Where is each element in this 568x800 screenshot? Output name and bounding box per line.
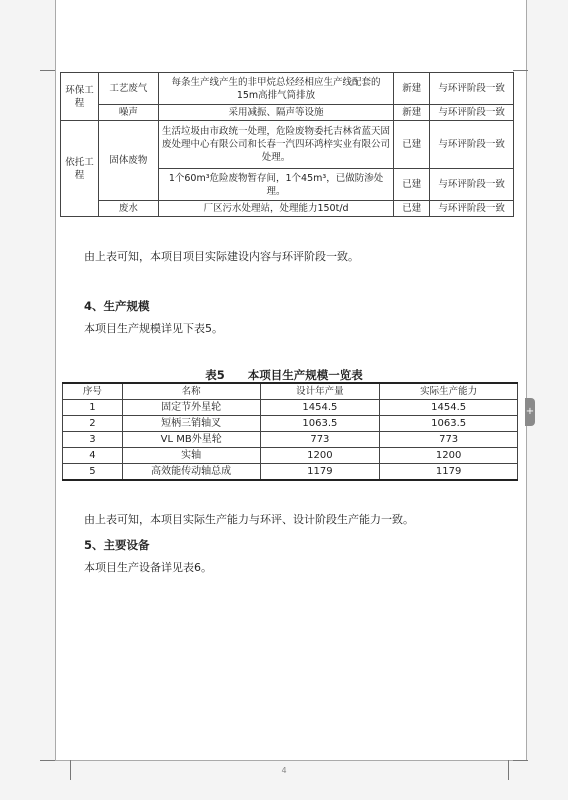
section-heading-production-scale: 4、生产规模 xyxy=(84,299,150,313)
note-cell: 与环评阶段一致 xyxy=(430,201,514,217)
cell: 2 xyxy=(63,416,123,432)
status-cell: 已建 xyxy=(394,201,430,217)
cell: 1179 xyxy=(380,464,518,481)
table-row xyxy=(61,105,514,121)
table-row xyxy=(61,121,514,169)
category-cell: 依托工程 xyxy=(61,121,99,217)
crop-mark-bottom-left-h xyxy=(40,760,55,761)
note-cell: 与环评阶段一致 xyxy=(430,105,514,121)
cell: 1200 xyxy=(380,448,518,464)
intro-paragraph-table6: 本项目生产设备详见表6。 xyxy=(84,561,212,574)
cell: 1179 xyxy=(260,464,380,481)
intro-paragraph-table5: 本项目生产规模详见下表5。 xyxy=(84,322,223,335)
crop-mark-bottom-right-h xyxy=(513,760,528,761)
cell: 5 xyxy=(63,464,123,481)
note-cell: 与环评阶段一致 xyxy=(430,121,514,169)
cell: VL MB外星轮 xyxy=(122,432,260,448)
table-row xyxy=(63,464,518,481)
cell: 1 xyxy=(63,400,123,416)
note-cell: 与环评阶段一致 xyxy=(430,73,514,105)
expand-panel-tab[interactable]: + xyxy=(525,398,535,426)
table-row xyxy=(61,73,514,105)
table-row xyxy=(63,448,518,464)
status-cell: 已建 xyxy=(394,121,430,169)
table-row xyxy=(61,201,514,217)
summary-paragraph-2: 由上表可知，本项目实际生产能力与环评、设计阶段生产能力一致。 xyxy=(84,513,414,526)
cell: 1063.5 xyxy=(260,416,380,432)
item-cell: 噪声 xyxy=(98,105,158,121)
item-cell: 工艺废气 xyxy=(98,73,158,105)
table-row xyxy=(63,416,518,432)
crop-mark-top-right xyxy=(513,70,528,71)
table-row xyxy=(63,400,518,416)
category-cell: 环保工程 xyxy=(61,73,99,121)
project-composition-table xyxy=(60,72,514,217)
section-heading-main-equipment: 5、主要设备 xyxy=(84,538,150,552)
note-cell: 与环评阶段一致 xyxy=(430,169,514,201)
description-cell: 1个60m³危险废物暂存间，1个45m³，已做防渗处理。 xyxy=(158,169,393,201)
table-header-row xyxy=(63,383,518,400)
cell: 固定节外星轮 xyxy=(122,400,260,416)
item-cell: 固体废物 xyxy=(98,121,158,201)
description-cell: 每条生产线产生的非甲烷总烃经相应生产线配套的15m高排气筒排放 xyxy=(158,73,393,105)
description-cell: 厂区污水处理站，处理能力150t/d xyxy=(158,201,393,217)
header-cell: 序号 xyxy=(63,383,123,400)
cell: 1454.5 xyxy=(380,400,518,416)
table-caption: 表5 本项目生产规模一览表 xyxy=(205,368,363,382)
cell: 实轴 xyxy=(122,448,260,464)
summary-paragraph-1: 由上表可知，本项目项目实际建设内容与环评阶段一致。 xyxy=(84,250,359,263)
cell: 3 xyxy=(63,432,123,448)
description-cell: 生活垃圾由市政统一处理，危险废物委托吉林省蓝天固废处理中心有限公司和长春一汽四环鸿梓实业有限公司处理。 xyxy=(158,121,393,169)
header-cell: 名称 xyxy=(122,383,260,400)
page-number: 4 xyxy=(281,766,287,775)
status-cell: 新建 xyxy=(394,73,430,105)
cell: 1063.5 xyxy=(380,416,518,432)
header-cell: 设计年产量 xyxy=(260,383,380,400)
cell: 高效能传动轴总成 xyxy=(122,464,260,481)
item-cell: 废水 xyxy=(98,201,158,217)
crop-mark-top-left xyxy=(40,70,55,71)
status-cell: 已建 xyxy=(394,169,430,201)
cell: 773 xyxy=(260,432,380,448)
cell: 1200 xyxy=(260,448,380,464)
table-row xyxy=(63,432,518,448)
cell: 4 xyxy=(63,448,123,464)
header-cell: 实际生产能力 xyxy=(380,383,518,400)
cell: 1454.5 xyxy=(260,400,380,416)
cell: 773 xyxy=(380,432,518,448)
description-cell: 采用减振、隔声等设施 xyxy=(158,105,393,121)
status-cell: 新建 xyxy=(394,105,430,121)
cell: 短柄三销轴叉 xyxy=(122,416,260,432)
production-scale-table xyxy=(62,382,518,481)
